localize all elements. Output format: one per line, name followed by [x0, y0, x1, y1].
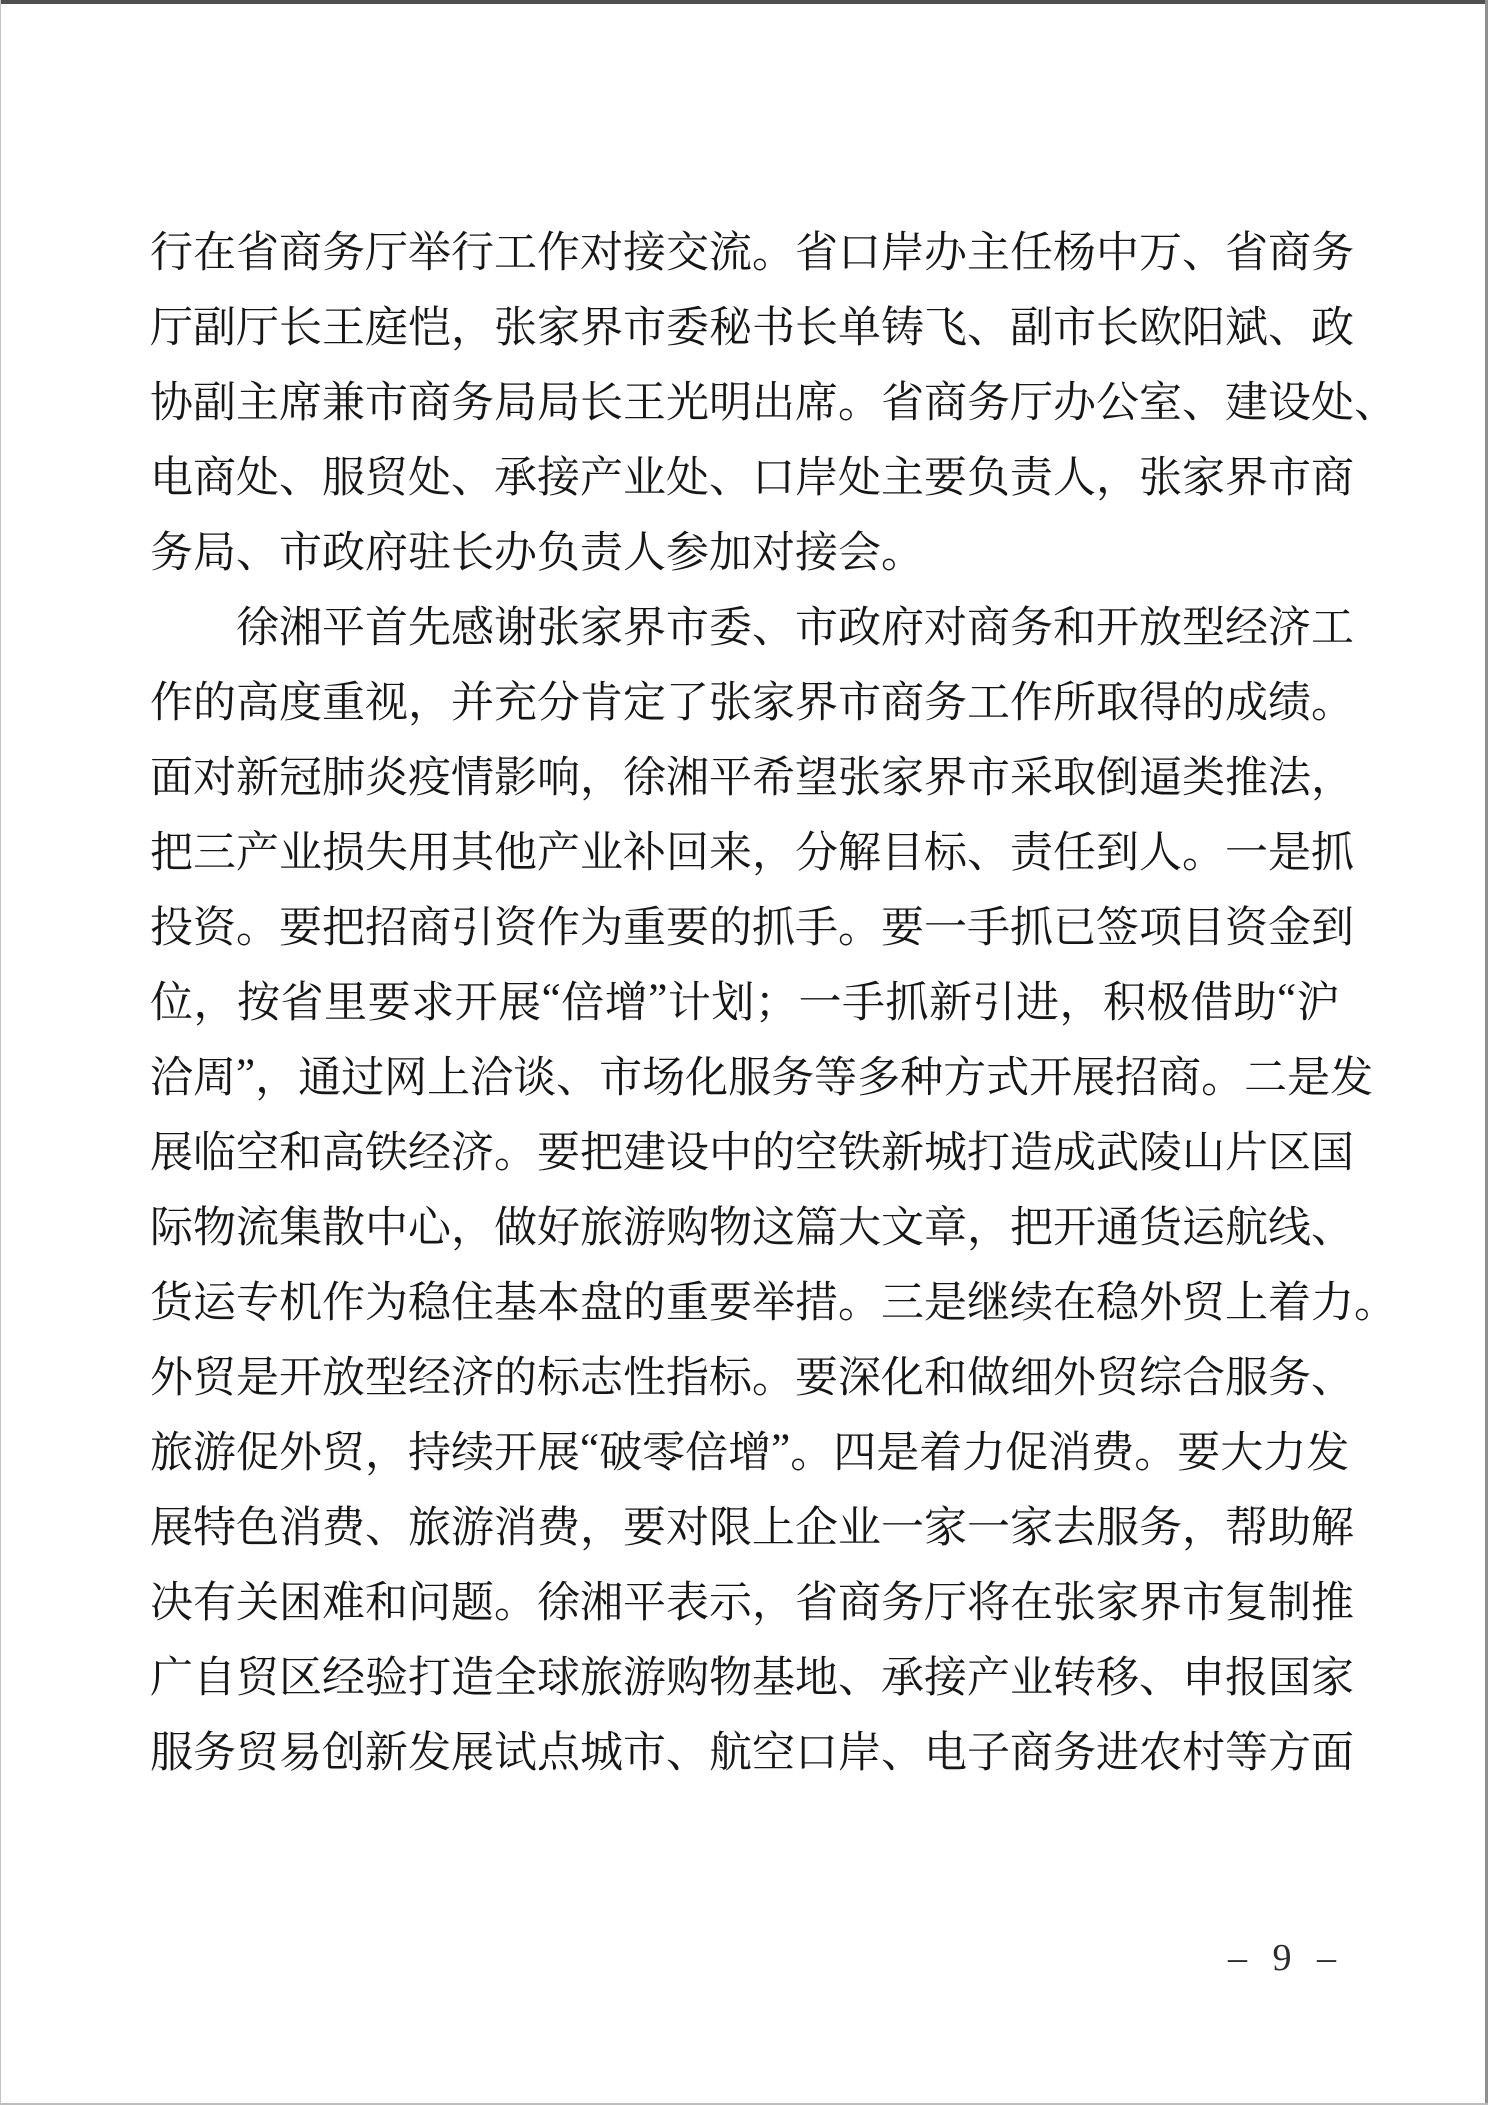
text-line: 电 商 处 、 服 贸 处 、 承 接 产 业 处 、 口 岸 处 主 要 负 责 人 ， 张 家 界 市 商 — [150, 455, 1354, 502]
text-line: 际 物 流 集 散 中 心 ， 做 好 旅 游 购 物 这 篇 大 文 章 ， 把 开 通 货 运 航 线 、 — [150, 1205, 1354, 1252]
body-text — [150, 212, 1397, 1787]
text-line: 协 副 主 席 兼 市 商 务 局 局 长 王 光 明 出 席 。 省 商 务 厅 办 公 室 、 建 设 处 、 — [150, 380, 1397, 427]
text-line: 展 临 空 和 高 铁 经 济 。 要 把 建 设 中 的 空 铁 新 城 打 造 成 武 陵 山 片 区 国 — [150, 1130, 1354, 1177]
text-line: 外 贸 是 开 放 型 经 济 的 标 志 性 指 标 。 要 深 化 和 做 细 外 贸 综 合 服 务 、 — [150, 1355, 1354, 1402]
text-line: 投 资 。 要 把 招 商 引 资 作 为 重 要 的 抓 手 。 要 一 手 抓 已 签 项 目 资 金 到 — [150, 905, 1354, 952]
text-line: 把 三 产 业 损 失 用 其 他 产 业 补 回 来 ， 分 解 目 标 、 责 任 到 人 。 一 是 抓 — [150, 830, 1354, 877]
paragraph — [150, 587, 1397, 1787]
text-line: 决 有 关 困 难 和 问 题 。 徐 湘 平 表 示 ， 省 商 务 厅 将 在 张 家 界 市 复 制 推 — [150, 1580, 1354, 1627]
text-line: 行 在 省 商 务 厅 举 行 工 作 对 接 交 流 。 省 口 岸 办 主 任 杨 中 万 、 省 商 务 — [150, 230, 1354, 277]
text-line: 货 运 专 机 作 为 稳 住 基 本 盘 的 重 要 举 措 。 三 是 继 续 在 稳 外 贸 上 着 力 。 — [150, 1280, 1397, 1327]
page-number: – 9 – — [1228, 1937, 1338, 1979]
text-line: 旅 游 促 外 贸 ， 持 续 开 展 “ 破 零 倍 增 ” 。 四 是 着 力 促 消 费 。 要 大 力 发 — [150, 1426, 1350, 1477]
scan-edge-left — [0, 0, 1, 2105]
text-line: 务 局 、 市 政 府 驻 长 办 负 责 人 参 加 对 接 会 。 — [150, 530, 924, 577]
text-line: 位 ， 按 省 里 要 求 开 展 “ 倍 增 ” 计 划 ； 一 手 抓 新 引 进 ， 积 极 借 助 “ 沪 — [150, 976, 1340, 1027]
text-line: 广 自 贸 区 经 验 打 造 全 球 旅 游 购 物 基 地 、 承 接 产 业 转 移 、 申 报 国 家 — [150, 1655, 1354, 1702]
text-line: 展 特 色 消 费 、 旅 游 消 费 ， 要 对 限 上 企 业 一 家 一 家 去 服 务 ， 帮 助 解 — [150, 1505, 1354, 1552]
paragraph — [150, 212, 1397, 587]
scan-edge-top — [0, 0, 1488, 4]
text-line: 洽 周 ” ， 通 过 网 上 洽 谈 、 市 场 化 服 务 等 多 种 方 式 开 展 招 商 。 二 是 发 — [150, 1051, 1374, 1102]
text-line: 作 的 高 度 重 视 ， 并 充 分 肯 定 了 张 家 界 市 商 务 工 作 所 取 得 的 成 绩 。 — [150, 680, 1354, 727]
text-line: 服 务 贸 易 创 新 发 展 试 点 城 市 、 航 空 口 岸 、 电 子 商 务 进 农 村 等 方 面 — [150, 1730, 1354, 1777]
text-line: 厅 副 厅 长 王 庭 恺 ， 张 家 界 市 委 秘 书 长 单 铸 飞 、 副 市 长 欧 阳 斌 、 政 — [150, 305, 1354, 352]
text-line: 面 对 新 冠 肺 炎 疫 情 影 响 ， 徐 湘 平 希 望 张 家 界 市 采 取 倒 逼 类 推 法 ， — [150, 755, 1354, 802]
text-line: 徐 湘 平 首 先 感 谢 张 家 界 市 委 、 市 政 府 对 商 务 和 开 放 型 经 济 工 — [236, 605, 1354, 652]
